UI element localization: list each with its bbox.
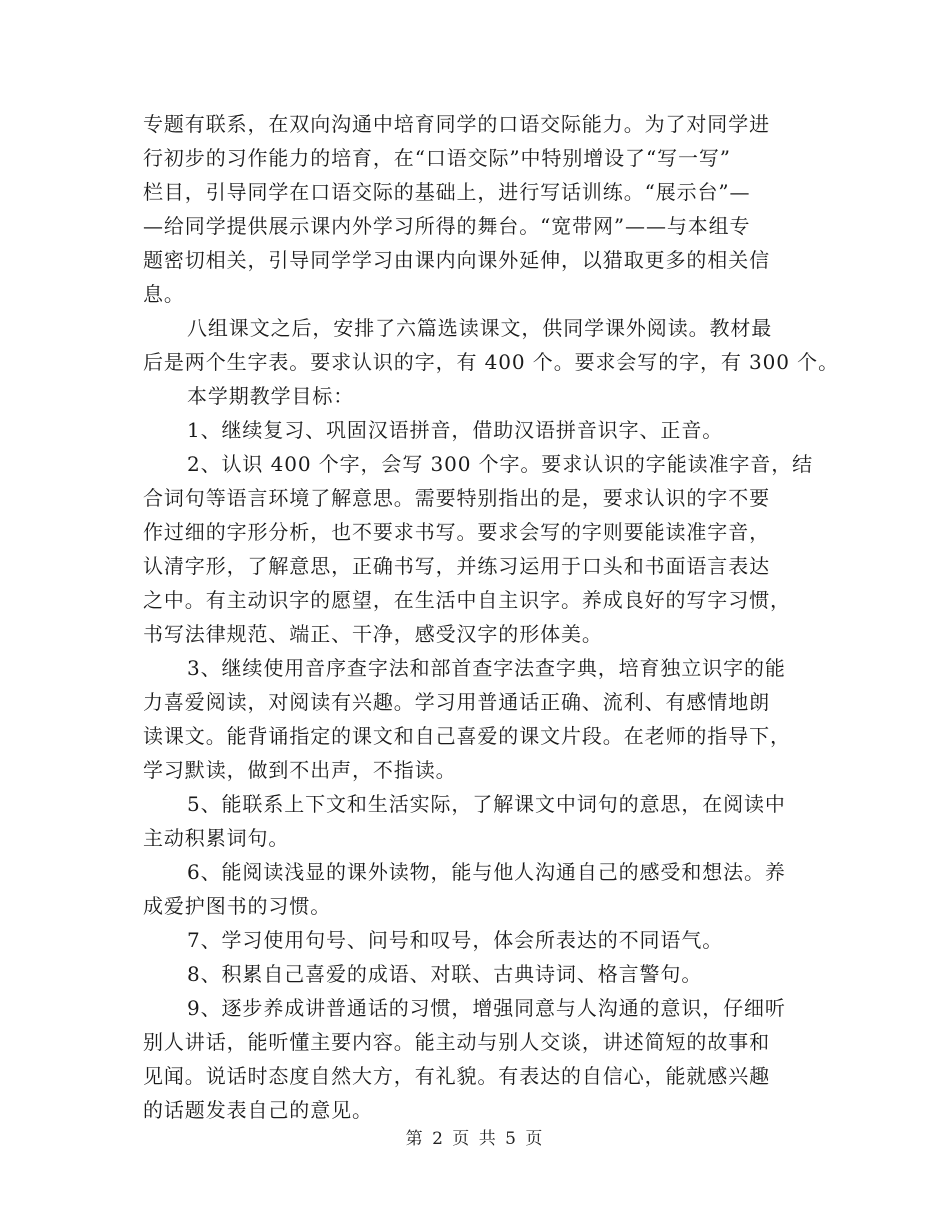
goal-item-6: 6、能阅读浅显的课外读物，能与他人沟通自己的感受和想法。养 <box>187 860 786 884</box>
section-heading: 本学期教学目标： <box>187 384 355 408</box>
body-text-line: 见闻。说话时态度自然大方，有礼貌。有表达的自信心，能就感兴趣 <box>143 1064 770 1088</box>
body-text-line: 栏目，引导同学在口语交际的基础上，进行写话训练。“展示台”— <box>143 180 751 204</box>
body-text-line: 的话题发表自己的意见。 <box>143 1098 373 1122</box>
goal-item-7: 7、学习使用句号、问号和叹号，体会所表达的不同语气。 <box>187 928 724 952</box>
body-text-line: 主动积累词句。 <box>143 826 290 850</box>
page-number-footer: 第 2 页 共 5 页 <box>405 1129 545 1149</box>
body-text-line: 作过细的字形分析，也不要求书写。要求会写的字则要能读准字音， <box>143 520 770 544</box>
body-text-line: 成爱护图书的习惯。 <box>143 894 332 918</box>
goal-item-8: 8、积累自己喜爱的成语、对联、古典诗词、格言警句。 <box>187 962 703 986</box>
body-text-line: 合词句等语言环境了解意思。需要特别指出的是，要求认识的字不要 <box>143 486 770 510</box>
body-text-line: 题密切相关，引导同学学习由课内向课外延伸，以猎取更多的相关信 <box>143 248 770 272</box>
body-text-line: 行初步的习作能力的培育，在“口语交际”中特别增设了“写一写” <box>143 146 731 170</box>
body-text-line: 认清字形，了解意思，正确书写，并练习运用于口头和书面语言表达 <box>143 554 770 578</box>
body-text-line: —给同学提供展示课内外学习所得的舞台。“宽带网”——与本组专 <box>143 214 751 238</box>
body-text-line: 专题有联系，在双向沟通中培育同学的口语交际能力。为了对同学进 <box>143 112 770 136</box>
body-text-line: 学习默读，做到不出声，不指读。 <box>143 758 457 782</box>
body-text-line: 力喜爱阅读，对阅读有兴趣。学习用普通话正确、流利、有感情地朗 <box>143 690 770 714</box>
goal-item-5: 5、能联系上下文和生活实际，了解课文中词句的意思，在阅读中 <box>187 792 786 816</box>
body-text-line: 息。 <box>143 282 185 306</box>
body-text-line: 书写法律规范、端正、干净，感受汉字的形体美。 <box>143 622 603 646</box>
goal-item-2: 2、认识 400 个字，会写 300 个字。要求认识的字能读准字音，结 <box>187 452 814 476</box>
body-text-line: 后是两个生字表。要求认识的字，有 400 个。要求会写的字，有 300 个。 <box>143 350 839 374</box>
goal-item-3: 3、继续使用音序查字法和部首查字法查字典，培育独立识字的能 <box>187 656 786 680</box>
body-text-line: 读课文。能背诵指定的课文和自己喜爱的课文片段。在老师的指导下， <box>143 724 791 748</box>
body-text-line: 别人讲话，能听懂主要内容。能主动与别人交谈，讲述简短的故事和 <box>143 1030 770 1054</box>
goal-item-9: 9、逐步养成讲普通话的习惯，增强同意与人沟通的意识，仔细听 <box>187 996 786 1020</box>
paragraph-first-line: 八组课文之后，安排了六篇选读课文，供同学课外阅读。教材最 <box>187 316 773 340</box>
body-text-line: 之中。有主动识字的愿望，在生活中自主识字。养成良好的写字习惯， <box>143 588 791 612</box>
goal-item-1: 1、继续复习、巩固汉语拼音，借助汉语拼音识字、正音。 <box>187 418 724 442</box>
